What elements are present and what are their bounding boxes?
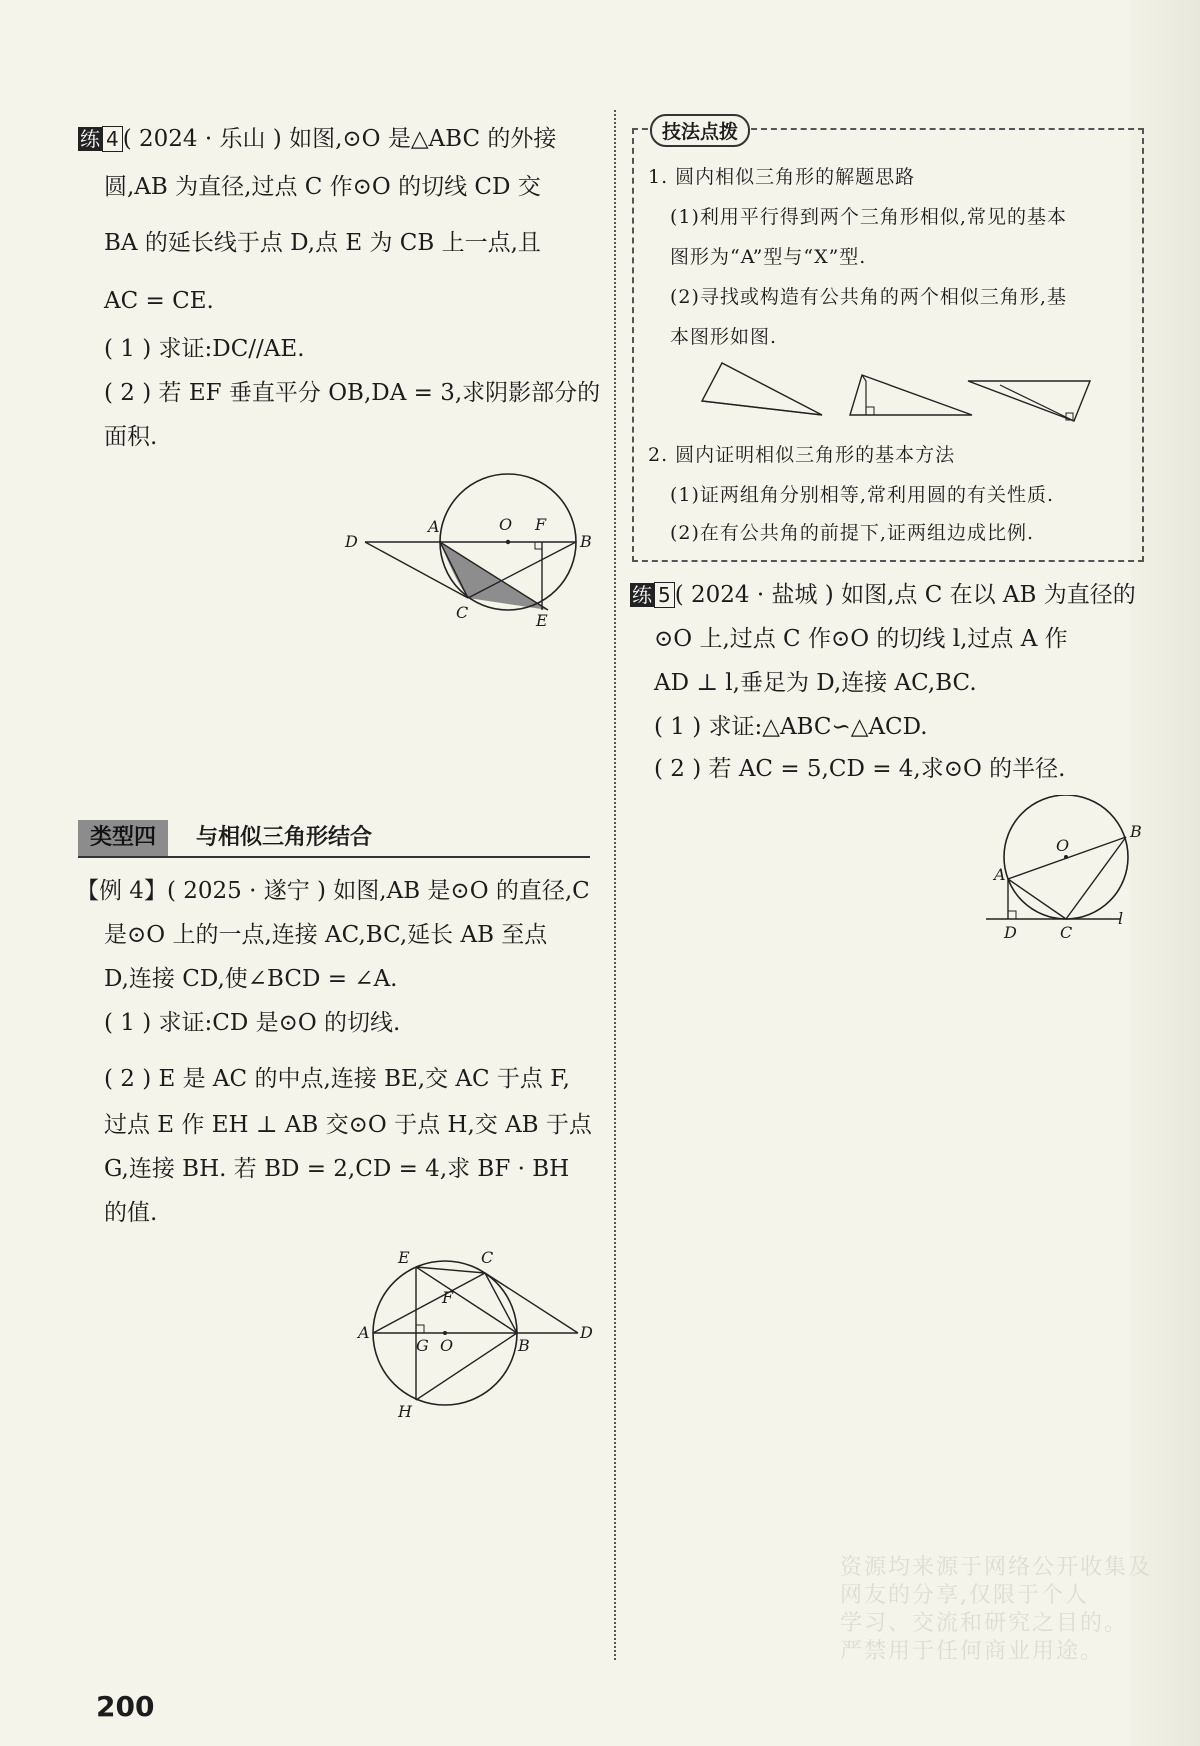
practice5-line-3: AD ⊥ l,垂足为 D,连接 AC,BC. [654, 670, 977, 696]
label-o: O [499, 515, 513, 534]
practice5-line-1: 练 5 ( 2024 · 盐城 ) 如图,点 C 在以 AB 为直径的 [632, 582, 1136, 608]
label-a: A [994, 865, 1006, 884]
label-c: C [456, 603, 469, 622]
line-ac [1008, 879, 1066, 919]
right-angle-2 [866, 407, 874, 415]
triangle-1 [702, 363, 822, 415]
practice4-figure [340, 470, 600, 630]
label-b: B [1130, 822, 1142, 841]
example4-figure [350, 1245, 610, 1425]
label-e: E [536, 611, 548, 630]
line-ac [373, 1273, 485, 1333]
practice4-line-7: 面积. [104, 424, 158, 450]
label-f: F [535, 515, 547, 534]
page-number: 200 [96, 1690, 155, 1723]
practice5-line-5: ( 2 ) 若 AC = 5,CD = 4,求⊙O 的半径. [654, 756, 1066, 782]
similar-triangles-figure [690, 355, 1110, 425]
center-dot [506, 540, 510, 544]
example4-line-5: ( 2 ) E 是 AC 的中点,连接 BE,交 AC 于点 F, [104, 1066, 570, 1092]
label-a: A [358, 1323, 370, 1342]
triangle-2 [850, 375, 972, 415]
triangle-3 [968, 381, 1090, 421]
practice4-line-5: ( 1 ) 求证:DC//AE. [104, 336, 305, 362]
label-g: G [416, 1336, 429, 1355]
practice5-tag: 练 5 [630, 582, 675, 610]
practice4-line-6: ( 2 ) 若 EF 垂直平分 OB,DA = 3,求阴影部分的 [104, 380, 601, 406]
watermark-line-2: 网友的分享,仅限于个人 [840, 1583, 1089, 1608]
column-divider [614, 110, 616, 1660]
tip-line-5: 本图形如图. [670, 326, 778, 348]
label-a: A [428, 517, 440, 536]
label-h: H [398, 1402, 412, 1421]
label-o: O [440, 1336, 454, 1355]
label-d: D [1004, 923, 1017, 942]
section-header [78, 820, 590, 858]
section-title: 与相似三角形结合 [196, 825, 373, 850]
watermark-line-3: 学习、交流和研究之目的。 [840, 1611, 1129, 1636]
triangle-1-inner [702, 401, 822, 415]
center-dot [443, 1331, 447, 1335]
practice5-line-2: ⊙O 上,过点 C 作⊙O 的切线 l,过点 A 作 [654, 626, 1068, 652]
tip-line-8: (2)在有公共角的前提下,证两组边成比例. [670, 522, 1034, 544]
example4-line-3: D,连接 CD,使∠BCD = ∠A. [104, 966, 398, 992]
watermark-line-1: 资源均来源于网络公开收集及 [840, 1555, 1153, 1580]
practice5-figure [980, 795, 1150, 945]
right-angle-mark [1008, 911, 1016, 919]
example4-line-6: 过点 E 作 EH ⊥ AB 交⊙O 于点 H,交 AB 于点 [104, 1112, 592, 1138]
label-l: l [1118, 909, 1124, 928]
center-dot [1064, 855, 1068, 859]
practice4-line-4: AC = CE. [104, 288, 214, 314]
section-tag: 类型四 [78, 820, 168, 856]
example4-line-2: 是⊙O 上的一点,连接 AC,BC,延长 AB 至点 [104, 922, 548, 948]
line-cb [485, 1273, 517, 1333]
practice4-line-3: BA 的延长线于点 D,点 E 为 CB 上一点,且 [104, 230, 541, 256]
label-c: C [481, 1248, 494, 1267]
practice4-line-1: 练 4 ( 2024 · 乐山 ) 如图,⊙O 是△ABC 的外接 [80, 126, 557, 152]
line-bc [1066, 837, 1126, 919]
practice4-line-2: 圆,AB 为直径,过点 C 作⊙O 的切线 CD 交 [104, 174, 541, 200]
line-eb [416, 1267, 517, 1333]
label-e: E [398, 1248, 410, 1267]
line-hb [416, 1333, 517, 1400]
label-c: C [1060, 923, 1073, 942]
tip-line-4: (2)寻找或构造有公共角的两个相似三角形,基 [670, 286, 1067, 308]
tip-line-1: 1. 圆内相似三角形的解题思路 [648, 166, 916, 188]
tip-line-3: 图形为“A”型与“X”型. [670, 246, 867, 268]
example4-line-7: G,连接 BH. 若 BD = 2,CD = 4,求 BF · BH [104, 1156, 570, 1182]
tip-line-7: (1)证两组角分别相等,常利用圆的有关性质. [670, 484, 1054, 506]
label-b: B [580, 532, 592, 551]
tips-title: 技法点拨 [650, 114, 750, 147]
label-d: D [345, 532, 358, 551]
watermark-line-4: 严禁用于任何商业用途。 [840, 1639, 1105, 1664]
line-cd [485, 1273, 578, 1333]
right-angle-mark [416, 1325, 424, 1333]
triangle-3-inner [1000, 385, 1074, 421]
label-b: B [518, 1336, 530, 1355]
practice4-tag: 练 4 [78, 126, 123, 154]
practice5-line-4: ( 1 ) 求证:△ABC∽△ACD. [654, 714, 928, 740]
label-d: D [580, 1323, 593, 1342]
right-angle-mark [535, 542, 542, 549]
example4-line-4: ( 1 ) 求证:CD 是⊙O 的切线. [104, 1010, 401, 1036]
example4-line-1: 【例 4】( 2025 · 遂宁 ) 如图,AB 是⊙O 的直径,C [76, 878, 590, 904]
label-o: O [1056, 836, 1070, 855]
example4-line-8: 的值. [104, 1200, 158, 1226]
label-f: F [442, 1288, 454, 1307]
triangle-2-inner [862, 375, 866, 415]
tip-line-2: (1)利用平行得到两个三角形相似,常见的基本 [670, 206, 1067, 228]
tip-line-6: 2. 圆内证明相似三角形的基本方法 [648, 444, 956, 466]
